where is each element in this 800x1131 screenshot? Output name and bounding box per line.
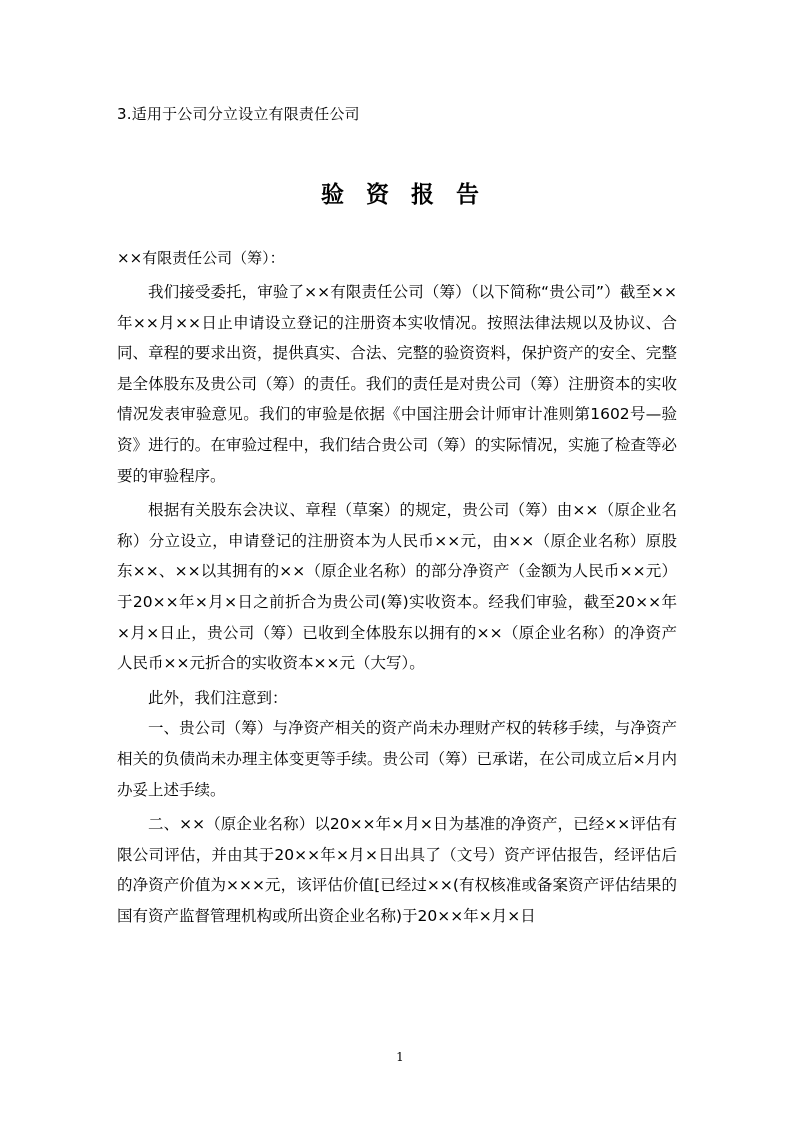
section-label: 3.适用于公司分立设立有限责任公司 bbox=[117, 105, 360, 123]
addressee-line: ××有限责任公司（筹）： bbox=[117, 249, 285, 267]
paragraph-capital: 根据有关股东会决议、章程（草案）的规定，贵公司（筹）由××（原企业名称）分立设立，申请登记的注册资本为人民币××元，由××（原企业名称）原股东××、××以其拥有的××（原企业名称）的部分净资产（金额为人民币××元）于20××年×月×日之前折合为贵公司(筹)实收资本。经我们审验，截至20××年×月×日止，贵公司（筹）已收到全体股东以拥有的××（原企业名称）的净资产人民币××元折合的实收资本××元（大写）。 bbox=[117, 501, 677, 673]
paragraph-note-1: 一、贵公司（筹）与净资产相关的资产尚未办理财产权的转移手续，与净资产相关的负债尚未办理主体变更等手续。贵公司（筹）已承诺，在公司成立后×月内办妥上述手续。 bbox=[117, 719, 677, 799]
report-title: 验资报告 bbox=[321, 181, 501, 208]
paragraph-note-2: 二、××（原企业名称）以20××年×月×日为基准的净资产，已经××评估有限公司评估，并由其于20××年×月×日出具了（文号）资产评估报告，经评估后的净资产价值为×××元，该评估价值[已经过××(有权核准或备案资产评估结果的国有资产监督管理机构或所出资企业名称)于20××年×月×日 bbox=[117, 815, 677, 925]
paragraph-notes-intro: 此外，我们注意到： bbox=[148, 688, 288, 707]
page-number: 1 bbox=[396, 1050, 404, 1064]
paragraph-engagement: 我们接受委托，审验了××有限责任公司（筹）（以下简称“贵公司”）截至××年××月××日止申请设立登记的注册资本实收情况。按照法律法规以及协议、合同、章程的要求出资，提供真实、合法、完整的验资资料，保护资产的安全、完整是全体股东及贵公司（筹）的责任。我们的责任是对贵公司（筹）注册资本的实收情况发表审验意见。我们的审验是依据《中国注册会计师审计准则第1602号—验资》进行的。在审验过程中，我们结合贵公司（筹）的实际情况，实施了检查等必要的审验程序。 bbox=[117, 283, 677, 485]
report-body bbox=[117, 277, 677, 931]
